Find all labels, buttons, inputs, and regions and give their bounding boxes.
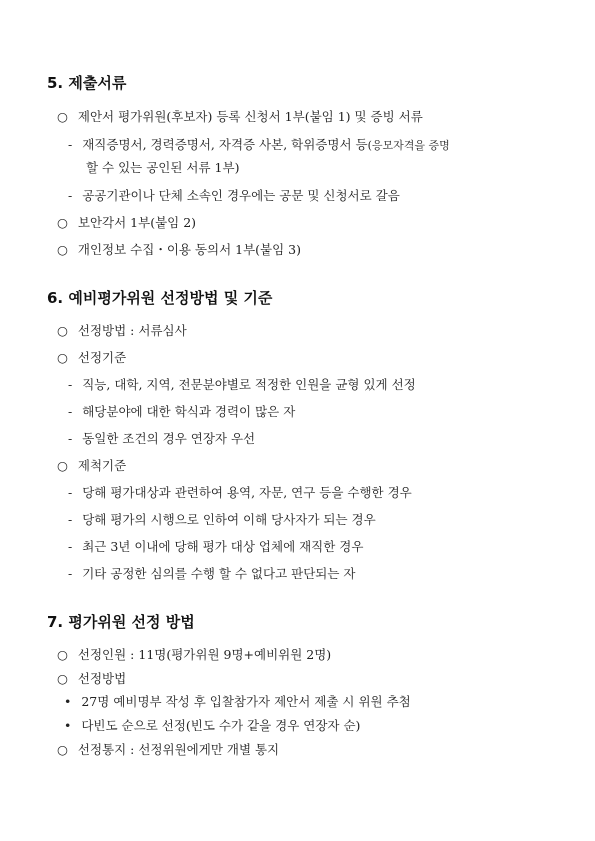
list-item: ○ 제척기준 <box>57 458 127 473</box>
list-item-continuation: 할 수 있는 공인된 서류 1부) <box>86 160 240 175</box>
list-item: - 해당분야에 대한 학식과 경력이 많은 자 <box>68 404 296 419</box>
dash-bullet-icon: - <box>68 512 73 527</box>
list-item: ○ 제안서 평가위원(후보자) 등록 신청서 1부(붙임 1) 및 증빙 서류 <box>57 109 423 124</box>
list-item: ○ 선정인원 : 11명(평가위원 9명+예비위원 2명) <box>57 647 332 662</box>
section-title: 6. 예비평가위원 선정방법 및 기준 <box>47 289 273 307</box>
circle-bullet-icon: ○ <box>57 242 68 257</box>
dash-bullet-icon: - <box>68 485 73 500</box>
dot-bullet-icon: • <box>64 718 72 733</box>
list-item: - 직능, 대학, 지역, 전문분야별로 적정한 인원을 균형 있게 선정 <box>68 377 416 392</box>
dash-bullet-icon: - <box>68 377 73 392</box>
list-item: - 당해 평가의 시행으로 인하여 이해 당사자가 되는 경우 <box>68 512 376 527</box>
circle-bullet-icon: ○ <box>57 350 68 365</box>
circle-bullet-icon: ○ <box>57 109 68 124</box>
dash-bullet-icon: - <box>68 404 73 419</box>
list-item: • 27명 예비명부 작성 후 입찰참가자 제안서 제출 시 위원 추첨 <box>64 694 411 709</box>
list-item: ○ 개인정보 수집・이용 동의서 1부(붙임 3) <box>57 242 302 257</box>
list-item: - 동일한 조건의 경우 연장자 우선 <box>68 431 256 446</box>
dash-bullet-icon: - <box>68 539 73 554</box>
list-item: - 최근 3년 이내에 당해 평가 대상 업체에 재직한 경우 <box>68 539 364 554</box>
circle-bullet-icon: ○ <box>57 458 68 473</box>
list-item: ○ 선정기준 <box>57 350 127 365</box>
dash-bullet-icon: - <box>68 431 73 446</box>
dot-bullet-icon: • <box>64 694 72 709</box>
list-item: - 당해 평가대상과 관련하여 용역, 자문, 연구 등을 수행한 경우 <box>68 485 412 500</box>
dash-bullet-icon: - <box>68 566 73 581</box>
dash-bullet-icon: - <box>68 188 73 203</box>
dash-bullet-icon: - <box>68 137 73 152</box>
list-item: - 재직증명서, 경력증명서, 자격증 사본, 학위증명서 등(응모자격을 증명 <box>68 137 450 152</box>
list-item: - 공공기관이나 단체 소속인 경우에는 공문 및 신청서로 갈음 <box>68 188 400 203</box>
list-item: ○ 선정방법 : 서류심사 <box>57 323 187 338</box>
circle-bullet-icon: ○ <box>57 323 68 338</box>
list-item: • 다빈도 순으로 선정(빈도 수가 같을 경우 연장자 순) <box>64 718 361 733</box>
list-item: - 기타 공정한 심의를 수행 할 수 없다고 판단되는 자 <box>68 566 356 581</box>
section-title: 7. 평가위원 선정 방법 <box>47 613 195 631</box>
list-item: ○ 보안각서 1부(붙임 2) <box>57 215 197 230</box>
circle-bullet-icon: ○ <box>57 215 68 230</box>
section-title: 5. 제출서류 <box>47 74 127 92</box>
circle-bullet-icon: ○ <box>57 647 68 662</box>
circle-bullet-icon: ○ <box>57 742 68 757</box>
list-item: ○ 선정방법 <box>57 671 127 686</box>
list-item: ○ 선정통지 : 선정위원에게만 개별 통지 <box>57 742 280 757</box>
circle-bullet-icon: ○ <box>57 671 68 686</box>
